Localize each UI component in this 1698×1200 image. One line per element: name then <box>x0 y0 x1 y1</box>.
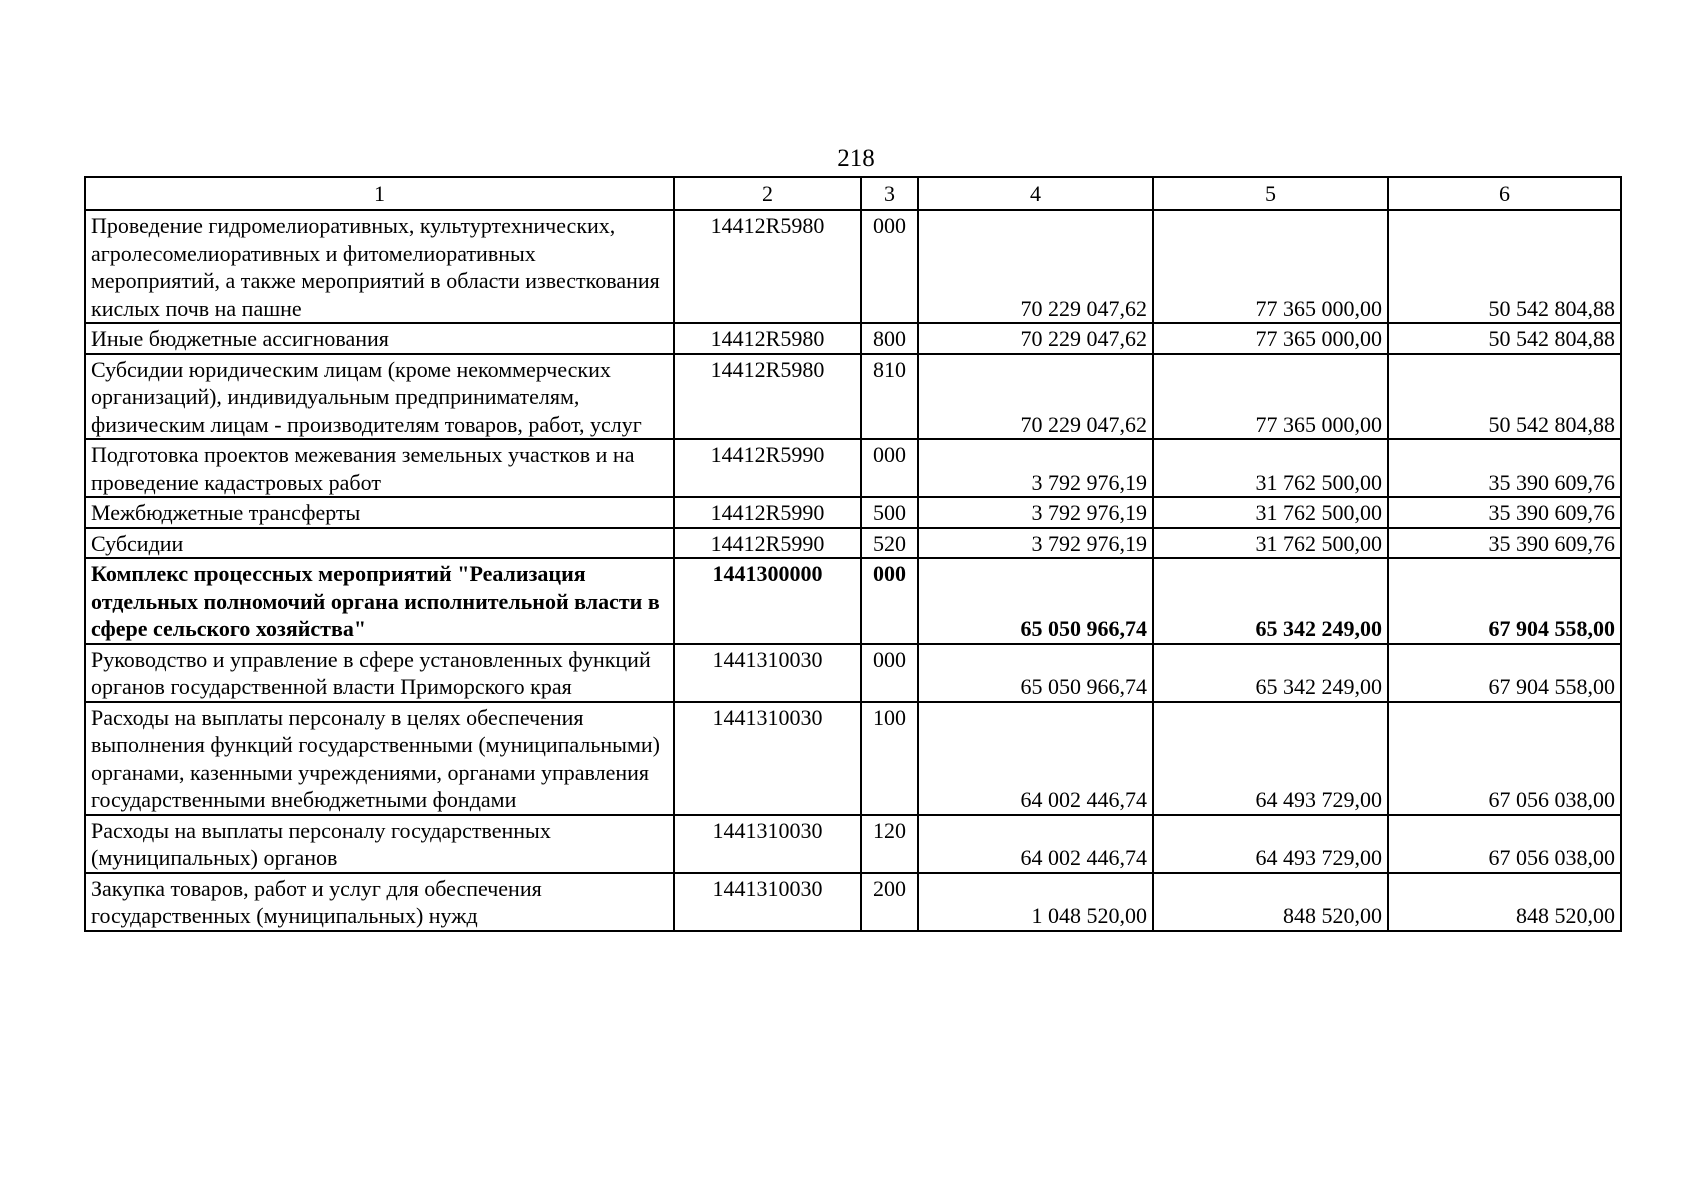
header-cell-6: 6 <box>1388 177 1621 210</box>
row-value-col4: 3 792 976,19 <box>918 528 1153 559</box>
header-cell-2: 2 <box>674 177 861 210</box>
row-value-col4: 64 002 446,74 <box>918 815 1153 873</box>
row-value-col5: 64 493 729,00 <box>1153 815 1388 873</box>
budget-table <box>84 176 1622 932</box>
row-value-col4: 70 229 047,62 <box>918 323 1153 354</box>
row-code: 1441310030 <box>674 702 861 815</box>
table-row <box>85 644 1621 702</box>
row-value-col5: 77 365 000,00 <box>1153 354 1388 440</box>
row-value-col6: 67 056 038,00 <box>1388 702 1621 815</box>
table-row <box>85 873 1621 931</box>
row-value-col5: 65 342 249,00 <box>1153 644 1388 702</box>
row-name: Руководство и управление в сфере установленных функций органов государственной власти Приморского края <box>85 644 674 702</box>
row-name: Субсидии юридическим лицам (кроме некоммерческих организаций), индивидуальным предпринимателям, физическим лицам - производителям товаров, работ, услуг <box>85 354 674 440</box>
row-expense-type: 200 <box>861 873 918 931</box>
row-value-col5: 31 762 500,00 <box>1153 497 1388 528</box>
row-value-col4: 3 792 976,19 <box>918 497 1153 528</box>
row-expense-type: 120 <box>861 815 918 873</box>
header-cell-1: 1 <box>85 177 674 210</box>
row-value-col5: 65 342 249,00 <box>1153 558 1388 644</box>
row-expense-type: 000 <box>861 210 918 323</box>
row-value-col6: 67 904 558,00 <box>1388 558 1621 644</box>
budget-table-body <box>85 177 1621 931</box>
table-row <box>85 558 1621 644</box>
row-expense-type: 520 <box>861 528 918 559</box>
row-value-col4: 1 048 520,00 <box>918 873 1153 931</box>
row-code: 14412R5990 <box>674 497 861 528</box>
row-code: 1441310030 <box>674 644 861 702</box>
row-name: Проведение гидромелиоративных, культуртехнических, агролесомелиоративных и фитомелиоративных мероприятий, а также мероприятий в области известкования кислых почв на пашне <box>85 210 674 323</box>
row-value-col6: 848 520,00 <box>1388 873 1621 931</box>
row-value-col4: 65 050 966,74 <box>918 558 1153 644</box>
row-value-col5: 64 493 729,00 <box>1153 702 1388 815</box>
row-value-col6: 35 390 609,76 <box>1388 528 1621 559</box>
row-name: Подготовка проектов межевания земельных участков и на проведение кадастровых работ <box>85 439 674 497</box>
row-code: 14412R5990 <box>674 439 861 497</box>
row-code: 14412R5980 <box>674 210 861 323</box>
row-code: 1441310030 <box>674 815 861 873</box>
table-row <box>85 815 1621 873</box>
row-value-col6: 50 542 804,88 <box>1388 323 1621 354</box>
row-expense-type: 000 <box>861 439 918 497</box>
row-expense-type: 500 <box>861 497 918 528</box>
row-name: Закупка товаров, работ и услуг для обеспечения государственных (муниципальных) нужд <box>85 873 674 931</box>
row-value-col5: 77 365 000,00 <box>1153 323 1388 354</box>
table-row <box>85 439 1621 497</box>
row-code: 14412R5990 <box>674 528 861 559</box>
row-code: 1441310030 <box>674 873 861 931</box>
row-value-col5: 848 520,00 <box>1153 873 1388 931</box>
row-value-col4: 64 002 446,74 <box>918 702 1153 815</box>
table-row <box>85 210 1621 323</box>
row-value-col5: 31 762 500,00 <box>1153 439 1388 497</box>
row-expense-type: 000 <box>861 644 918 702</box>
row-value-col6: 50 542 804,88 <box>1388 354 1621 440</box>
row-value-col6: 35 390 609,76 <box>1388 439 1621 497</box>
row-value-col4: 70 229 047,62 <box>918 210 1153 323</box>
table-row <box>85 497 1621 528</box>
row-expense-type: 810 <box>861 354 918 440</box>
row-code: 14412R5980 <box>674 323 861 354</box>
header-cell-5: 5 <box>1153 177 1388 210</box>
row-expense-type: 800 <box>861 323 918 354</box>
row-value-col6: 35 390 609,76 <box>1388 497 1621 528</box>
row-value-col4: 65 050 966,74 <box>918 644 1153 702</box>
page-number: 218 <box>837 145 875 172</box>
table-row <box>85 323 1621 354</box>
row-code: 14412R5980 <box>674 354 861 440</box>
row-value-col5: 31 762 500,00 <box>1153 528 1388 559</box>
row-value-col5: 77 365 000,00 <box>1153 210 1388 323</box>
row-name: Расходы на выплаты персоналу в целях обеспечения выполнения функций государственными (муниципальными) органами, казенными учреждениями, органами управления государственными внебюджетными фондами <box>85 702 674 815</box>
table-row <box>85 528 1621 559</box>
row-value-col6: 50 542 804,88 <box>1388 210 1621 323</box>
row-expense-type: 100 <box>861 702 918 815</box>
table-row <box>85 702 1621 815</box>
row-value-col4: 70 229 047,62 <box>918 354 1153 440</box>
row-name: Расходы на выплаты персоналу государственных (муниципальных) органов <box>85 815 674 873</box>
row-value-col6: 67 904 558,00 <box>1388 644 1621 702</box>
row-name: Межбюджетные трансферты <box>85 497 674 528</box>
header-cell-4: 4 <box>918 177 1153 210</box>
row-name: Комплекс процессных мероприятий "Реализация отдельных полномочий органа исполнительной власти в сфере сельского хозяйства" <box>85 558 674 644</box>
header-cell-3: 3 <box>861 177 918 210</box>
table-header-row <box>85 177 1621 210</box>
row-value-col6: 67 056 038,00 <box>1388 815 1621 873</box>
row-expense-type: 000 <box>861 558 918 644</box>
table-row <box>85 354 1621 440</box>
row-value-col4: 3 792 976,19 <box>918 439 1153 497</box>
row-name: Субсидии <box>85 528 674 559</box>
row-name: Иные бюджетные ассигнования <box>85 323 674 354</box>
row-code: 1441300000 <box>674 558 861 644</box>
